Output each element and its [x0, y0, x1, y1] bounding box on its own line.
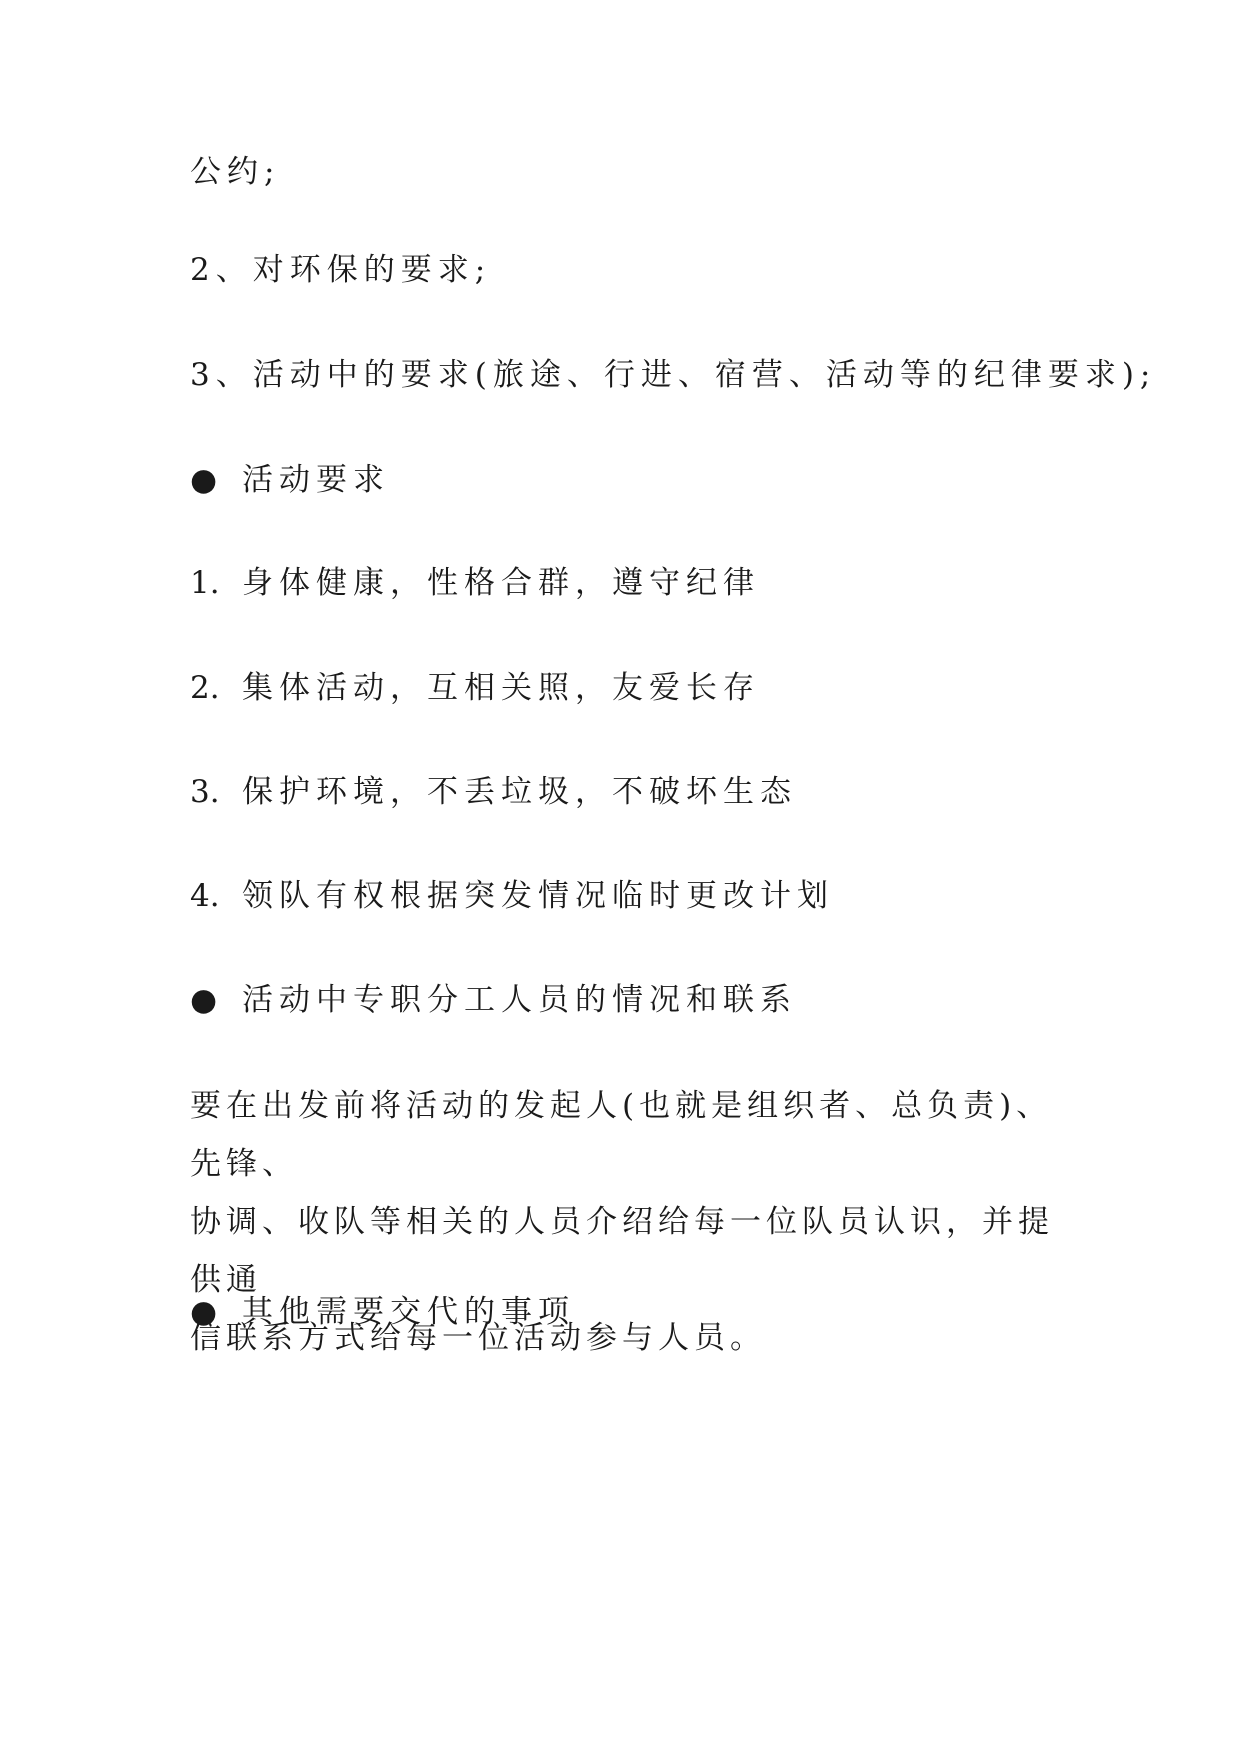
list-item-text: 身体健康，性格合群，遵守纪律	[242, 565, 760, 601]
list-item	[190, 772, 797, 812]
section-heading-text: 活动中专职分工人员的情况和联系	[242, 982, 797, 1018]
list-item-number: 2.	[190, 670, 220, 706]
bullet-icon: ●	[190, 982, 218, 1018]
paragraph-line: 要在出发前将活动的发起人(也就是组织者、总负责)、先锋、	[190, 1088, 1053, 1182]
text-line-convention: 公约;	[190, 154, 281, 190]
list-item	[190, 668, 760, 708]
list-item-text: 集体活动，互相关照，友爱长存	[242, 670, 760, 706]
text-line-environment-requirement: 2、对环保的要求;	[190, 252, 492, 288]
section-heading-other-matters	[190, 1292, 575, 1332]
list-item-number: 4.	[190, 878, 220, 914]
list-item-text: 领队有权根据突发情况临时更改计划	[242, 878, 834, 914]
text-line-activity-requirement: 3、活动中的要求(旅途、行进、宿营、活动等的纪律要求);	[190, 357, 1157, 393]
list-item-text: 保护环境，不丢垃圾，不破坏生态	[242, 774, 797, 810]
paragraph-line: 协调、收队等相关的人员介绍给每一位队员认识，并提供通	[190, 1204, 1054, 1298]
list-item-number: 3.	[190, 774, 220, 810]
list-item-number: 1.	[190, 565, 220, 601]
section-heading-activity-requirements	[190, 460, 390, 500]
paragraph-line: 信联系方式给每一位活动参与人员。	[190, 1320, 766, 1356]
list-item	[190, 876, 834, 916]
bullet-icon: ●	[190, 1294, 218, 1330]
section-heading-staff-contacts	[190, 980, 797, 1020]
section-heading-text: 活动要求	[242, 462, 390, 498]
section-heading-text: 其他需要交代的事项	[242, 1294, 575, 1330]
list-item	[190, 563, 760, 603]
bullet-icon: ●	[190, 462, 218, 498]
